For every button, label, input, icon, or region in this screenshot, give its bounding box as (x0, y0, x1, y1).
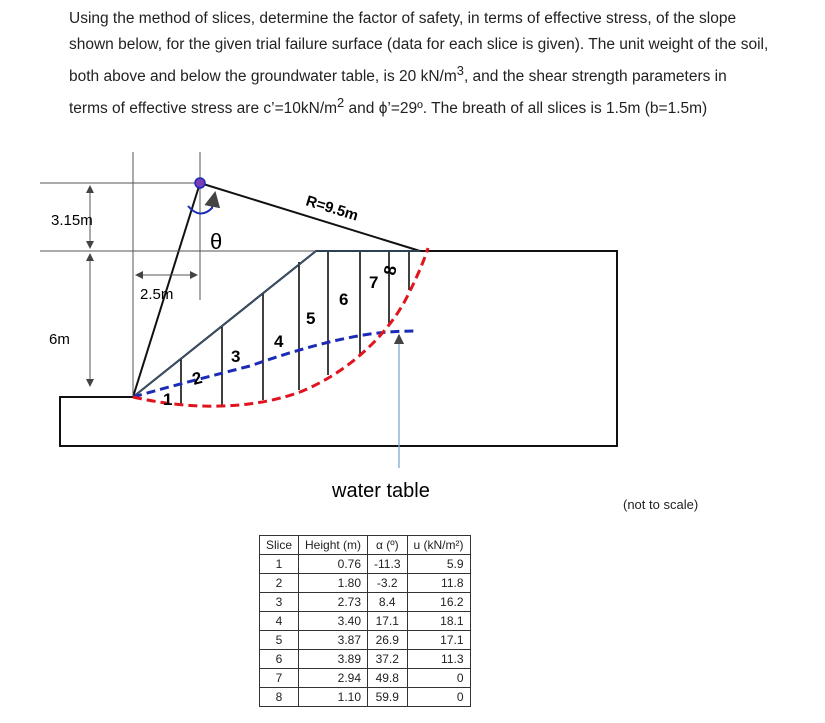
center-point (195, 178, 205, 188)
table-row: 3 2.73 8.4 16.2 (260, 593, 471, 612)
slice-number: 2 (190, 368, 205, 389)
problem-statement (69, 6, 769, 122)
superscript-2: 2 (337, 95, 345, 111)
ground-outline (60, 251, 617, 446)
table-row: 5 3.87 26.9 17.1 (260, 631, 471, 650)
table-row: 1 0.76 -11.3 5.9 (260, 555, 471, 574)
slope-diagram (0, 140, 825, 502)
not-to-scale-note: (not to scale) (623, 497, 699, 512)
header-slice: Slice (260, 536, 299, 555)
table-row: 7 2.94 49.8 0 (260, 669, 471, 688)
slice-number-labels (163, 264, 401, 409)
table-row: 8 1.10 59.9 0 (260, 688, 471, 707)
table-row: 2 1.80 -3.2 11.8 (260, 574, 471, 593)
slice-number: 5 (306, 309, 316, 328)
slice-number: 7 (369, 273, 379, 292)
theta-label: θ (210, 229, 223, 254)
slice-number: 4 (274, 332, 284, 351)
header-height: Height (m) (299, 536, 368, 555)
header-pore-pressure: u (kN/m²) (407, 536, 470, 555)
header-alpha: α (º) (368, 536, 407, 555)
dimension-horizontal-label: 2.5m (140, 286, 174, 303)
water-table-label: water table (332, 480, 430, 502)
slice-number: 8 (380, 264, 401, 277)
table-row: 4 3.40 17.1 18.1 (260, 612, 471, 631)
table-header-row (260, 536, 471, 555)
problem-text-1: Using the method of slices, determine the factor of safety, in terms of effective stress, of the slope shown below, for the given trial failure surface (data for each slice is given). The unit weight of the soil, both above and below the groundwater table, is 20 kN/m (69, 10, 769, 86)
dimension-top-label: 3.15m (51, 212, 93, 229)
slice-number: 1 (163, 390, 173, 409)
table-row: 6 3.89 37.2 11.3 (260, 650, 471, 669)
theta-arc (188, 193, 215, 214)
slice-data-table (259, 535, 471, 707)
slice-number: 3 (231, 347, 241, 366)
problem-text-2: , and the shear strength parameters in terms of effective stress are c’=10kN/m (69, 68, 727, 118)
superscript-3: 3 (456, 63, 464, 78)
dimension-bottom-label: 6m (49, 331, 70, 348)
slice-number: 6 (339, 290, 349, 309)
problem-text-3: and ϕ’=29º. The breath of all slices is 1.5m (b=1.5m) (344, 100, 708, 118)
radius-label: R=9.5m (303, 192, 361, 225)
